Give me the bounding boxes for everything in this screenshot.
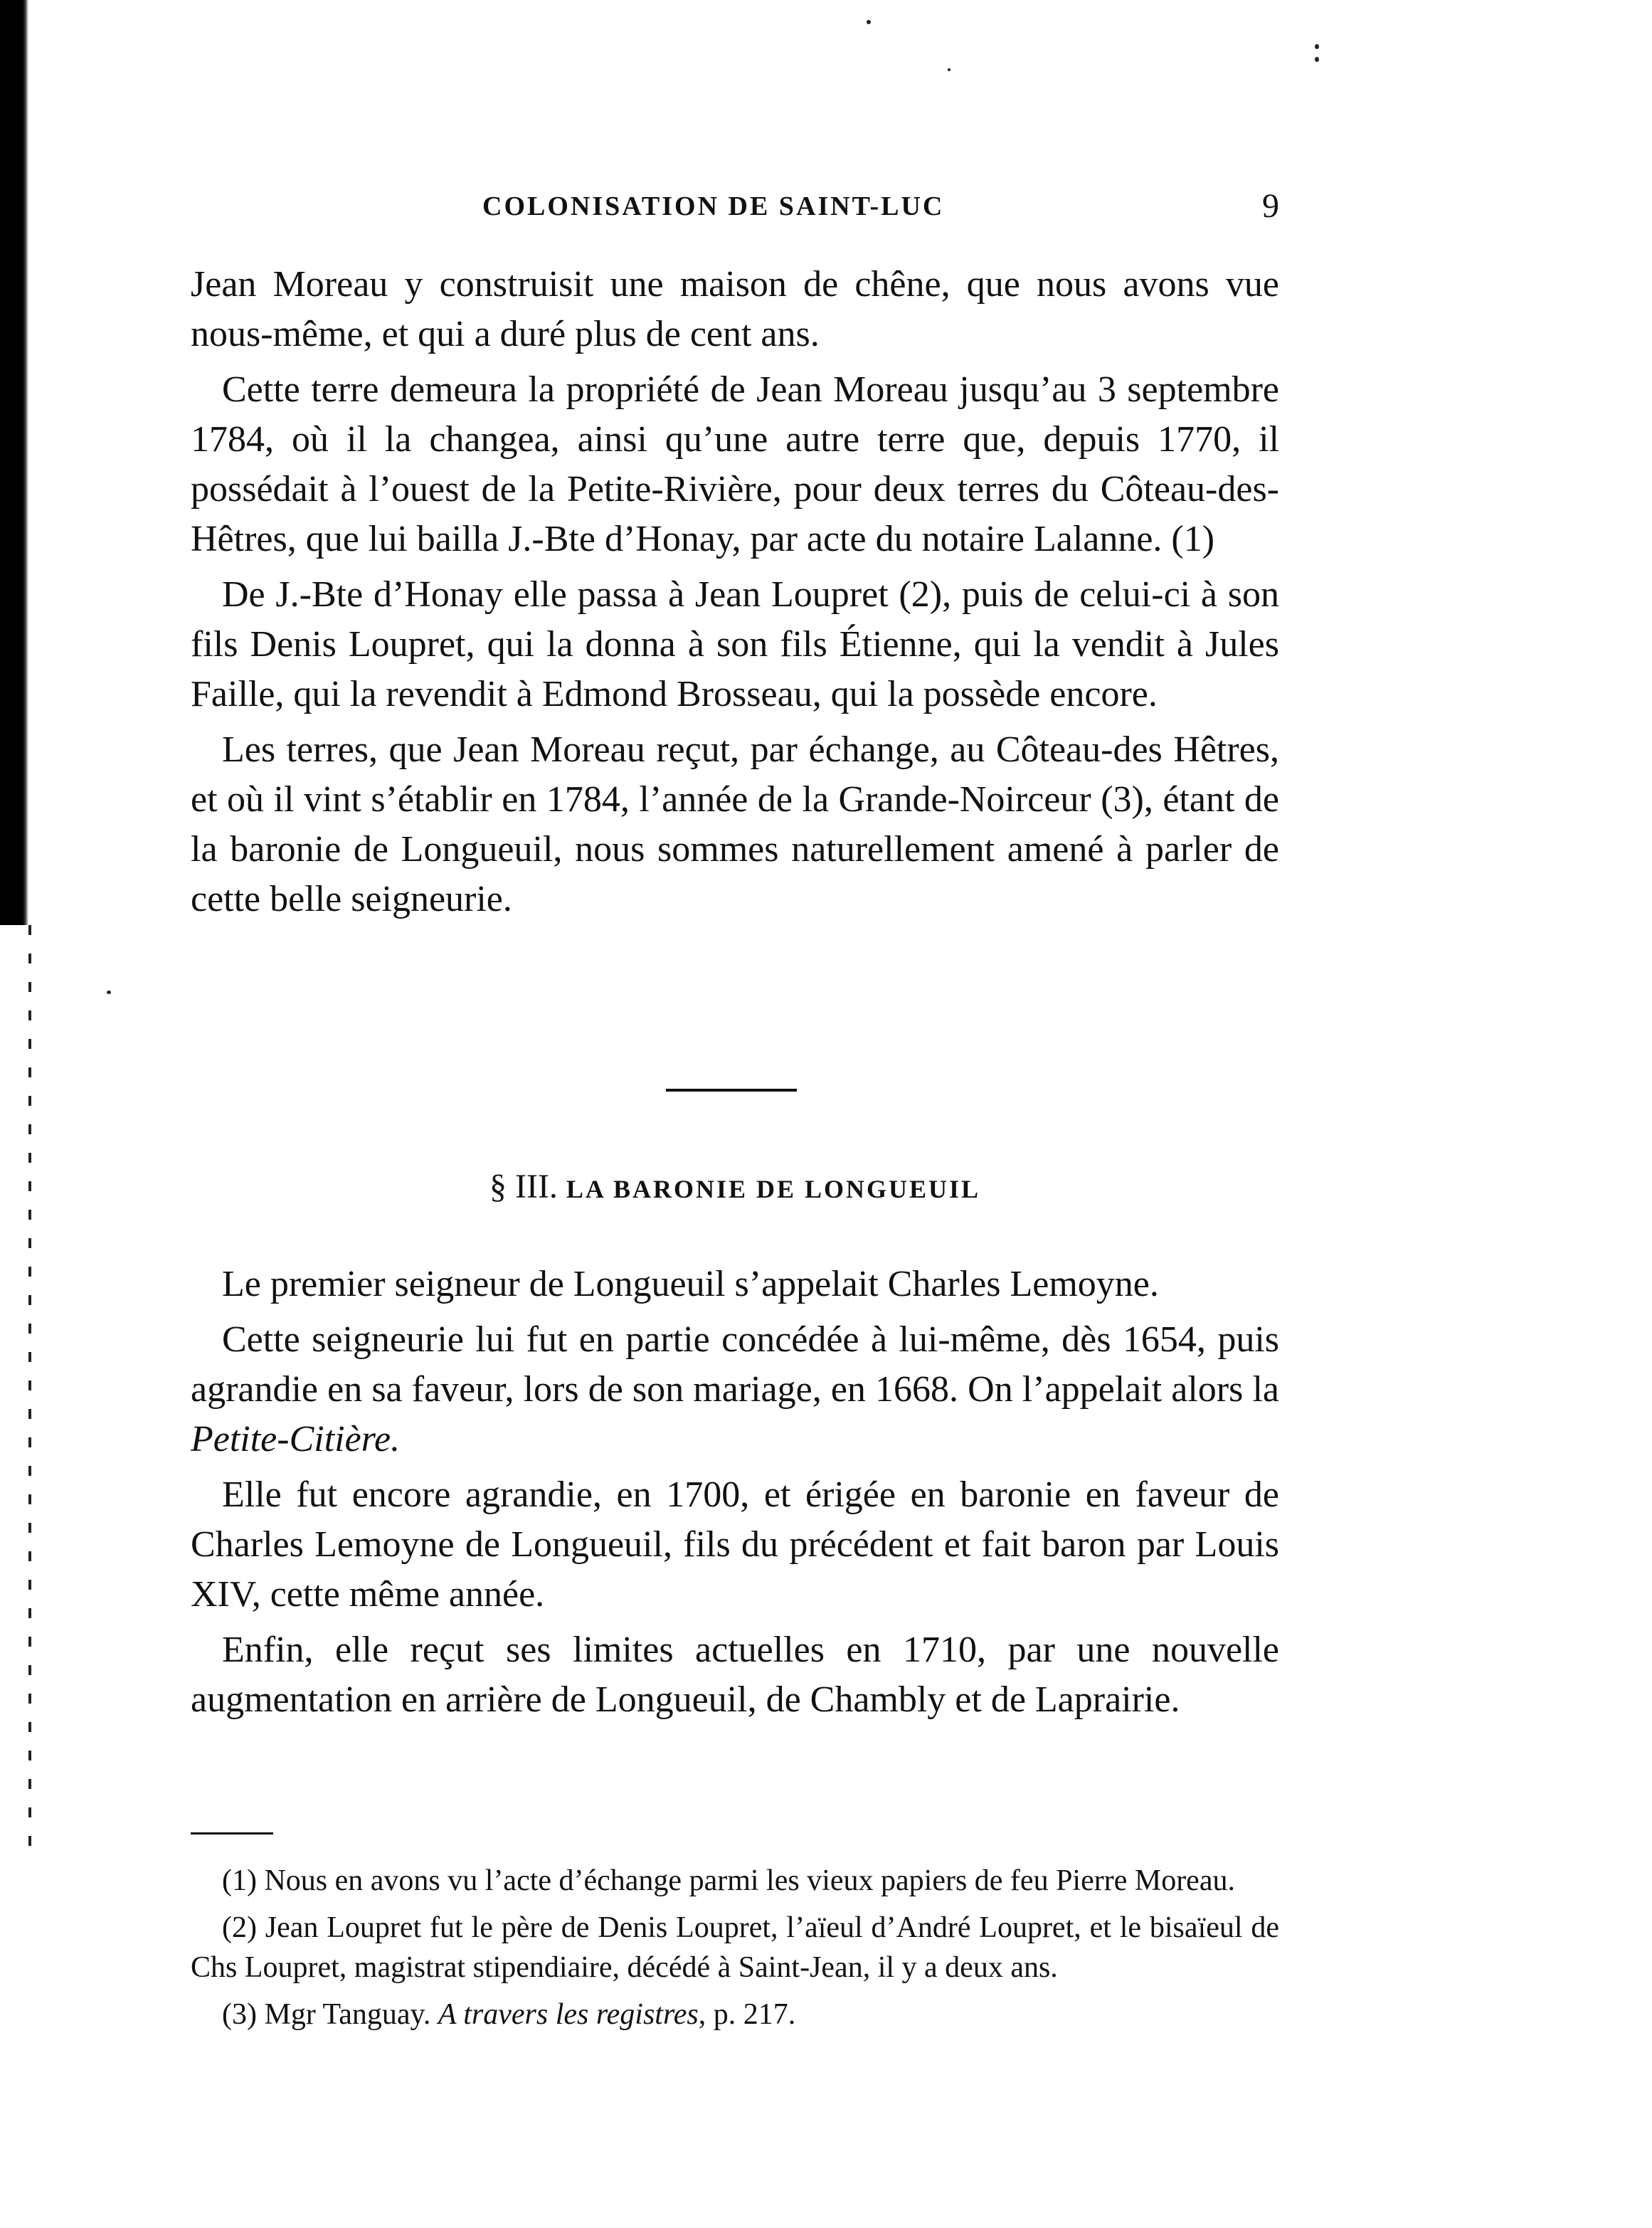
footnotes [191,1861,1279,2042]
footnote-rule [191,1832,273,1834]
scan-speck [107,991,111,994]
scan-speck [948,68,951,71]
section-body [191,1260,1279,1731]
footnote: (2) Jean Loupret fut le père de Denis Loupret, l’aïeul d’André Loupret, et le bisaïeul de Chs Loupret, magistrat stipendiaire, décédé à Saint-Jean, il y a deux ans. [191,1911,1279,1984]
section-divider [666,1089,797,1092]
paragraph: Le premier seigneur de Longueuil s’appelait Charles Lemoyne. [222,1264,1159,1304]
paragraph: Jean Moreau y construisit une maison de chêne, que nous avons vue nous-même, et qui a duré plus de cent ans. [191,264,1279,354]
paragraph: Enfin, elle reçut ses limites actuelles en 1710, par une nouvelle augmentation en arrière de Longueuil, de Chambly et de Laprairie. [191,1630,1279,1720]
book-title-italic: A travers les registres [438,1998,699,2031]
section-heading [191,1167,1279,1206]
footnote [191,1995,1279,2034]
footnote-text: (3) Mgr Tanguay. [222,1998,438,2031]
footnote: (1) Nous en avons vu l’acte d’échange parmi les vieux papiers de feu Pierre Moreau. [222,1864,1235,1897]
scan-speck [1315,44,1319,49]
paragraph-text: Cette seigneurie lui fut en partie concédée à lui-même, dès 1654, puis agrandie en sa faveur, lors de son mariage, en 1668. On l’appelait alors la [191,1319,1279,1410]
paragraph: Elle fut encore agrandie, en 1700, et érigée en baronie en faveur de Charles Lemoyne de Longueuil, fils du précédent et fait baron par Louis XIV, cette même année. [191,1474,1279,1615]
footnote-text: , p. 217. [698,1998,796,2031]
body-text [191,260,1279,930]
paragraph: Les terres, que Jean Moreau reçut, par échange, au Côteau-des Hêtres, et où il vint s’établir en 1784, l’année de la Grande-Noirceur (3), étant de la baronie de Longueuil, nous sommes naturellement amené à parler de cette belle seigneurie. [191,729,1279,919]
scan-edge-shadow [0,0,28,925]
place-name-italic: Petite-Citière. [191,1419,401,1459]
page-header [191,186,1279,229]
page-number: 9 [1262,187,1279,225]
scan-edge-marks [28,925,31,1850]
section-number: § III. [489,1168,558,1205]
section-title: LA BARONIE DE LONGUEUIL [566,1175,981,1203]
paragraph [191,1315,1279,1464]
scan-speck [1315,57,1319,62]
scan-speck [867,20,871,24]
paragraph: Cette terre demeura la propriété de Jean Moreau jusqu’au 3 septembre 1784, où il la changea, ainsi qu’une autre terre que, depuis 1770, il possédait à l’ouest de la Petite-Rivière, pour deux terres du Côteau-des-Hêtres, que lui bailla J.-Bte d’Honay, par acte du notaire Lalanne. (1) [191,369,1279,559]
paragraph: De J.-Bte d’Honay elle passa à Jean Loupret (2), puis de celui-ci à son fils Denis Loupret, qui la donna à son fils Étienne, qui la vendit à Jules Faille, qui la revendit à Edmond Brosseau, qui la possède encore. [191,574,1279,714]
running-head: COLONISATION DE SAINT-LUC [482,191,945,221]
